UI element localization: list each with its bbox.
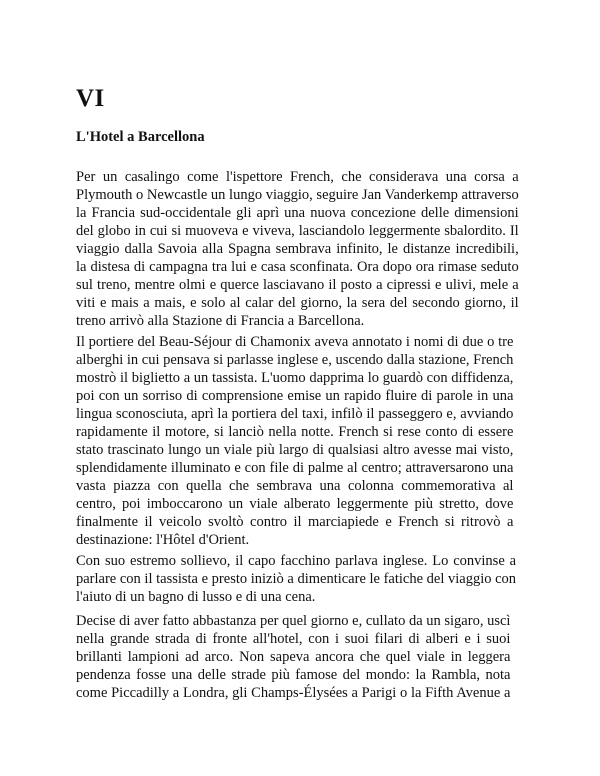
paragraph-3 xyxy=(76,552,516,606)
paragraph-line: lingua sconosciuta, aprì la portiera del taxi, infilò il passeggero e, avviando xyxy=(76,406,514,422)
paragraph-4 xyxy=(76,612,510,702)
paragraph-line: sul treno, mentre olmi e querce lasciavano il posto a cipressi e ulivi, mele a xyxy=(76,277,519,293)
chapter-number: VI xyxy=(76,85,105,112)
paragraph-line: la Francia sud-occidentale gli aprì una nuova concezione delle dimensioni xyxy=(76,205,519,221)
paragraph-line: splendidamente illuminato e con file di palme al centro; attraversarono una xyxy=(76,460,514,476)
paragraph-line: alberghi in cui pensava si parlasse inglese e, uscendo dalla stazione, French xyxy=(76,352,514,368)
paragraph-line: come Piccadilly a Londra, gli Champs-Élysées a Parigi o la Fifth Avenue a xyxy=(76,685,511,701)
paragraph-line: stato trascinato lungo un viale più largo di qualsiasi altro avesse mai visto, xyxy=(76,442,514,458)
paragraph-1 xyxy=(76,168,519,330)
paragraph-2 xyxy=(76,333,513,549)
paragraph-line: treno arrivò alla Stazione di Francia a Barcellona. xyxy=(76,313,365,329)
paragraph-line: finalmente il veicolo svoltò contro il marciapiede e French si ritrovò a xyxy=(76,514,514,530)
paragraph-line: brillanti lampioni ad arco. Non sapeva ancora che quel viale in leggera xyxy=(76,649,511,665)
paragraph-line: vasta piazza con quella che sembrava una colonna commemorativa al xyxy=(76,478,514,494)
paragraph-line: centro, poi imboccarono un viale alberato leggermente più stretto, dove xyxy=(76,496,514,512)
paragraph-line: del globo in cui si muoveva e viveva, lasciandolo leggermente sbalordito. Il xyxy=(76,223,519,239)
paragraph-line: viti e mais a mais, e solo al calar del giorno, la sera del secondo giorno, il xyxy=(76,295,519,311)
paragraph-line: nella grande strada di fronte all'hotel, con i suoi filari di alberi e i suoi xyxy=(76,631,511,647)
paragraph-line: rapidamente il motore, si lanciò nella notte. French si rese conto di essere xyxy=(76,424,514,440)
paragraph-line: Plymouth o Newcastle un lungo viaggio, seguire Jan Vanderkemp attraverso xyxy=(76,187,519,203)
paragraph-line: poi con un sorriso di comprensione emise un rapido fluire di parole in una xyxy=(76,388,514,404)
paragraph-line: Con suo estremo sollievo, il capo facchino parlava inglese. Lo convinse a xyxy=(76,553,517,569)
paragraph-line: Decise di aver fatto abbastanza per quel giorno e, cullato da un sigaro, uscì xyxy=(76,613,511,629)
paragraph-line: Per un casalingo come l'ispettore French, che considerava una corsa a xyxy=(76,169,519,185)
paragraph-line: mostrò il biglietto a un tassista. L'uomo dapprima lo guardò con diffidenza, xyxy=(76,370,514,386)
paragraph-line: viaggio dalla Savoia alla Spagna sembrava infinito, le distanze incredibili, xyxy=(76,241,519,257)
paragraph-line: Il portiere del Beau-Séjour di Chamonix aveva annotato i nomi di due o tre xyxy=(76,334,514,350)
chapter-title: L'Hotel a Barcellona xyxy=(76,129,205,145)
paragraph-line: la distesa di campagna tra lui e casa sconfinata. Ora dopo ora rimase seduto xyxy=(76,259,519,275)
paragraph-line: l'aiuto di un bagno di lusso e di una cena. xyxy=(76,589,316,605)
paragraph-line: pendenza fosse una delle strade più famose del mondo: la Rambla, nota xyxy=(76,667,511,683)
paragraph-line: parlare con il tassista e presto iniziò a dimenticare le fatiche del viaggio con xyxy=(76,571,517,587)
paragraph-line: destinazione: l'Hôtel d'Orient. xyxy=(76,532,250,548)
